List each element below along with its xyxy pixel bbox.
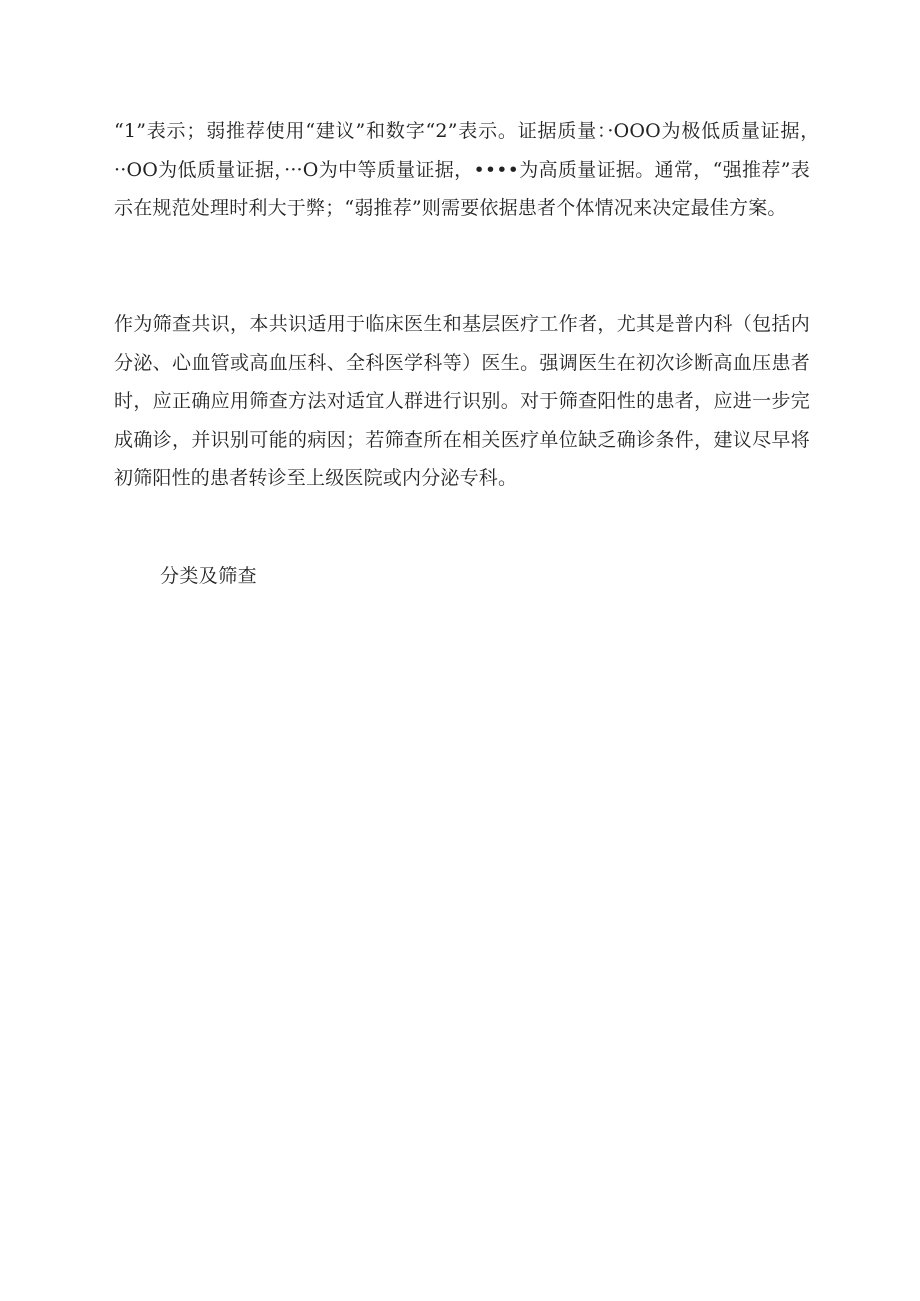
section-heading: 分类及筛查 <box>160 565 258 587</box>
paragraph-recommendation-grading: “1”表示；弱推荐使用“建议”和数字“2”表示。证据质量：·OOO为极低质量证据，··OO为低质量证据，···O为中等质量证据，••••为高质量证据。通常，“强推荐”表示在规范处理时利大于弊；“弱推荐”则需要依据患者个体情况来决定最佳方案。 <box>114 120 810 219</box>
paragraph-scope-of-consensus: 作为筛查共识，本共识适用于临床医生和基层医疗工作者，尤其是普内科（包括内分泌、心血管或高血压科、全科医学科等）医生。强调医生在初次诊断高血压患者时，应正确应用筛查方法对适宜人群进行识别。对于筛查阳性的患者，应进一步完成确诊，并识别可能的病因；若筛查所在相关医疗单位缺乏确诊条件，建议尽早将初筛阳性的患者转诊至上级医院或内分泌专科。 <box>114 313 810 489</box>
